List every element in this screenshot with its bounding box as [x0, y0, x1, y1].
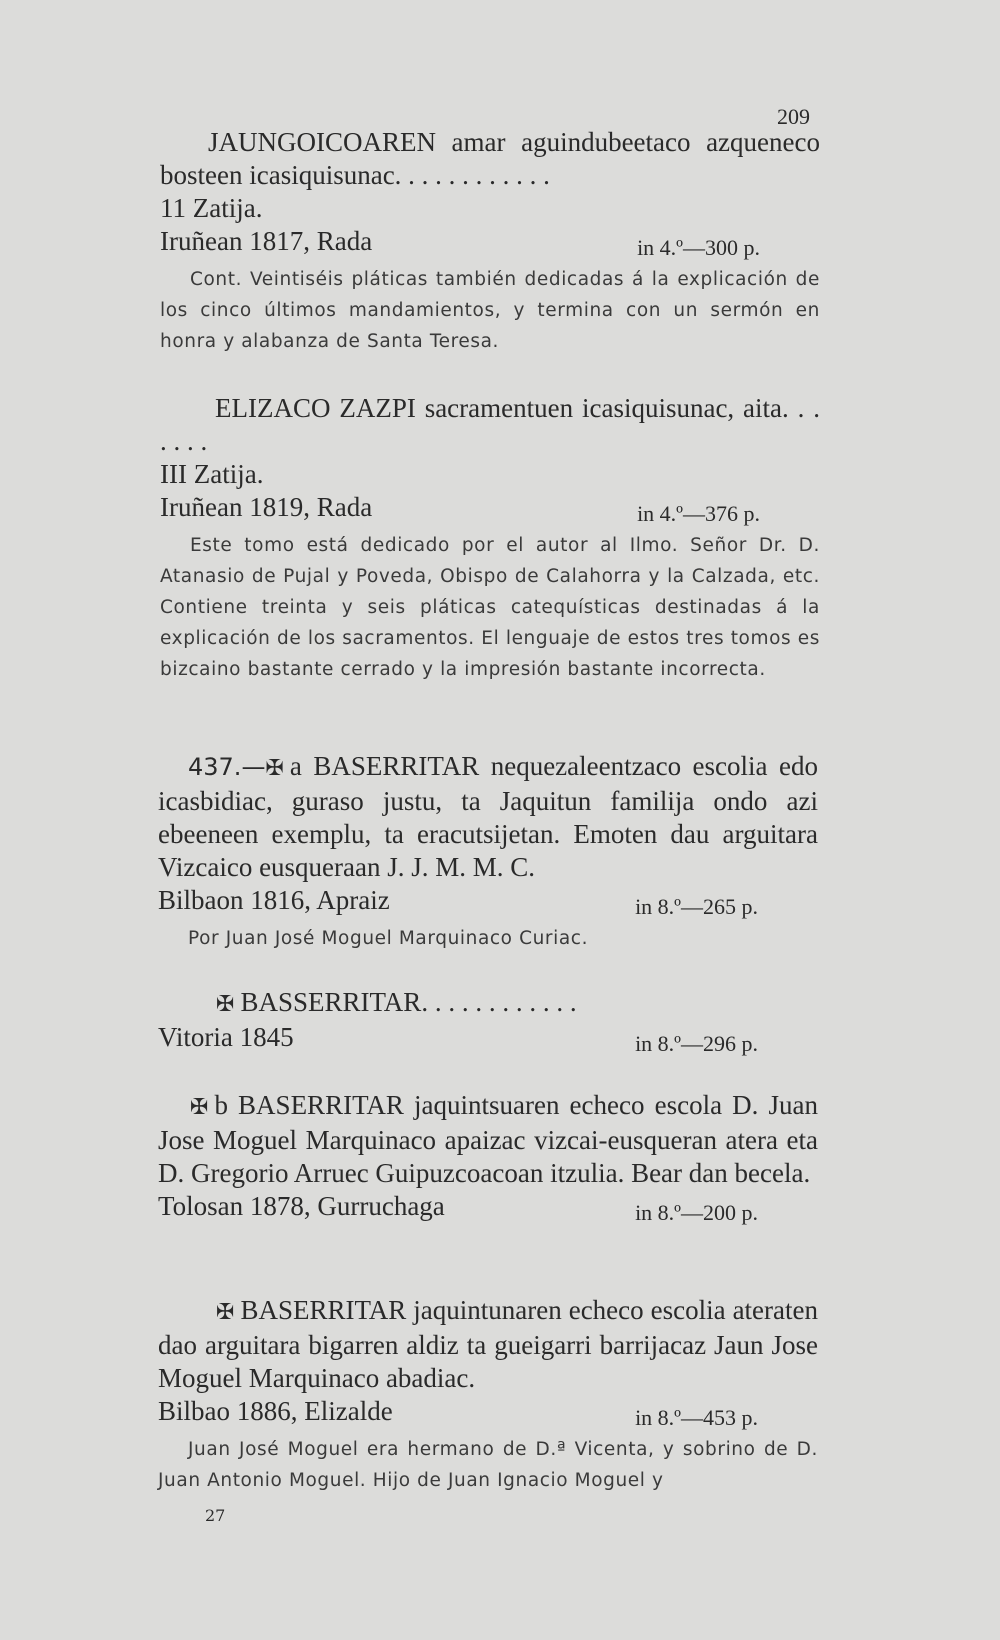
entry-imprint: Tolosan 1878, Gurruchaga in 8.º—200 p.: [158, 1190, 818, 1229]
entry-format: in 8.º—296 p.: [635, 1031, 758, 1056]
cross-icon: ✠: [216, 992, 235, 1017]
entry-volume: III Zatija.: [160, 459, 264, 489]
bibliography-entry: [160, 392, 820, 685]
entry-imprint: Iruñean 1817, Rada in 4.º—300 p.: [160, 225, 820, 264]
page-number: 209: [777, 104, 810, 129]
entry-note: Este tomo está dedicado por el autor al Ilmo. Señor Dr. D. Atanasio de Pujal y Poveda, Obispo de Calahorra y la Calzada, etc. Contiene treinta y seis pláticas catequísticas destinadas á la explicación de los sacramentos. El lenguaje de estos tres tomos es bizcaino bastante cerrado y la impresión bastante incorrecta.: [160, 535, 820, 680]
entry-note: Cont. Veintiséis pláticas también dedicadas á la explicación de los cinco últimos mandamientos, y termina con un sermón en honra y alabanza de Santa Teresa.: [160, 269, 820, 352]
entry-imprint: Vitoria 1845 in 8.º—296 p.: [158, 1021, 818, 1060]
entry-format: in 8.º—200 p.: [635, 1200, 758, 1225]
entry-note: Por Juan José Moguel Marquinaco Curiac.: [188, 928, 589, 949]
entry-number: 437.—: [188, 753, 266, 781]
entry-title: 437.—✠ a BASERRITAR nequezaleentzaco escolia edo icasbidiac, guraso justu, ta Jaquitun familija ondo azi ebeeneen exemplu, ta eracutsijetan. Emoten dau arguitara Vizcaico eusqueraan J. J. M. M. C.: [158, 751, 818, 882]
entry-title: ELIZACO ZAZPI sacramentuen icasiquisunac, aita. . . . . . .: [160, 393, 820, 456]
entry-title: ✠ BASSERRITAR. . . . . . . . . . . .: [158, 986, 818, 1021]
entry-imprint: Iruñean 1819, Rada in 4.º—376 p.: [160, 491, 820, 530]
entry-format: in 8.º—453 p.: [635, 1405, 758, 1430]
entry-imprint: Bilbaon 1816, Apraiz in 8.º—265 p.: [158, 884, 818, 923]
entry-title: JAUNGOICOAREN amar aguindubeetaco azqueneco bosteen icasiquisunac. . . . . . . . . . . .: [160, 127, 820, 190]
bibliography-entry: [158, 1089, 818, 1229]
cross-icon: ✠: [216, 1300, 235, 1325]
cross-icon: ✠: [190, 1095, 209, 1120]
bibliography-entry: [158, 750, 818, 954]
entry-format: in 4.º—300 p.: [637, 235, 760, 260]
entry-format: in 8.º—265 p.: [635, 894, 758, 919]
signature-mark: 27: [205, 1506, 226, 1525]
cross-icon: ✠: [265, 756, 284, 781]
bibliography-entry: [158, 986, 818, 1060]
entry-title: ✠ BASERRITAR jaquintunaren echeco escolia ateraten dao arguitara bigarren aldiz ta gueigarri barrijacaz Jaun Jose Moguel Marquinaco abadiac.: [158, 1295, 818, 1393]
entry-format: in 4.º—376 p.: [637, 501, 760, 526]
entry-volume: 11 Zatija.: [160, 193, 263, 223]
entry-note: Juan José Moguel era hermano de D.ª Vicenta, y sobrino de D. Juan Antonio Moguel. Hijo de Juan Ignacio Moguel y: [158, 1439, 818, 1491]
bibliography-entry: [160, 126, 820, 357]
bibliography-entry: [158, 1294, 818, 1496]
entry-imprint: Bilbao 1886, Elizalde in 8.º—453 p.: [158, 1395, 818, 1434]
entry-title: ✠ b BASERRITAR jaquintsuaren echeco escola D. Juan Jose Moguel Marquinaco apaizac vizcai-eusqueran atera eta D. Gregorio Arruec Guipuzcoacoan itzulia. Bear dan becela.: [158, 1090, 818, 1188]
